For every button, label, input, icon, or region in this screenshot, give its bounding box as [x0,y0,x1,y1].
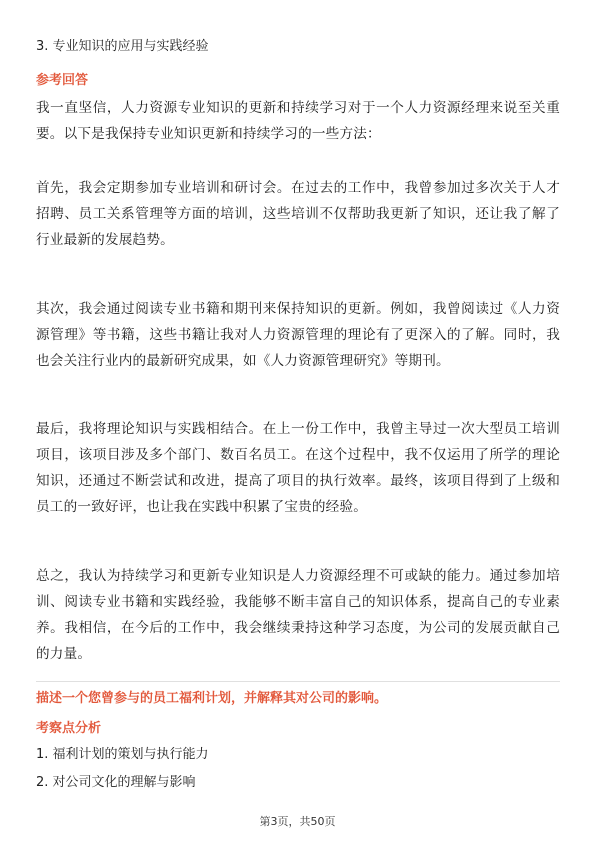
answer-paragraph-third: 最后，我将理论知识与实践相结合。在上一份工作中，我曾主导过一次大型员工培训项目，该项目涉及多个部门、数百名员工。在这个过程中，我不仅运用了所学的理论知识，还通过不断尝试和改进，提高了项目的执行效率。最终，该项目得到了上级和员工的一致好评，也让我在实践中积累了宝贵的经验。 [36,421,560,515]
analysis-item: 1. 福利计划的策划与执行能力 [36,747,209,762]
analysis-heading: 考察点分析 [36,721,102,736]
answer-heading: 参考回答 [36,73,89,88]
answer-paragraph-intro: 我一直坚信，人力资源专业知识的更新和持续学习对于一个人力资源经理来说至关重要。以下是我保持专业知识更新和持续学习的一些方法： [36,100,560,142]
answer-paragraph-conclusion: 总之，我认为持续学习和更新专业知识是人力资源经理不可或缺的能力。通过参加培训、阅读专业书籍和实践经验，我能够不断丰富自己的知识体系，提高自己的专业素养。我相信，在今后的工作中，我会继续秉持这种学习态度，为公司的发展贡献自己的力量。 [36,568,560,662]
answer-paragraph-second: 其次，我会通过阅读专业书籍和期刊来保持知识的更新。例如，我曾阅读过《人力资源管理》等书籍，这些书籍让我对人力资源管理的理论有了更深入的了解。同时，我也会关注行业内的最新研究成果，如《人力资源管理研究》等期刊。 [36,301,560,369]
page-number: 第3页，共50页 [259,815,336,828]
answer-paragraph-first: 首先，我会定期参加专业培训和研讨会。在过去的工作中，我曾参加过多次关于人才招聘、员工关系管理等方面的培训，这些培训不仅帮助我更新了知识，还让我了解了行业最新的发展趋势。 [36,180,560,248]
question-heading: 描述一个您曾参与的员工福利计划，并解释其对公司的影响。 [36,691,388,706]
section-divider [36,681,560,682]
analysis-item: 2. 对公司文化的理解与影响 [36,775,196,790]
previous-analysis-item: 3. 专业知识的应用与实践经验 [36,39,209,54]
